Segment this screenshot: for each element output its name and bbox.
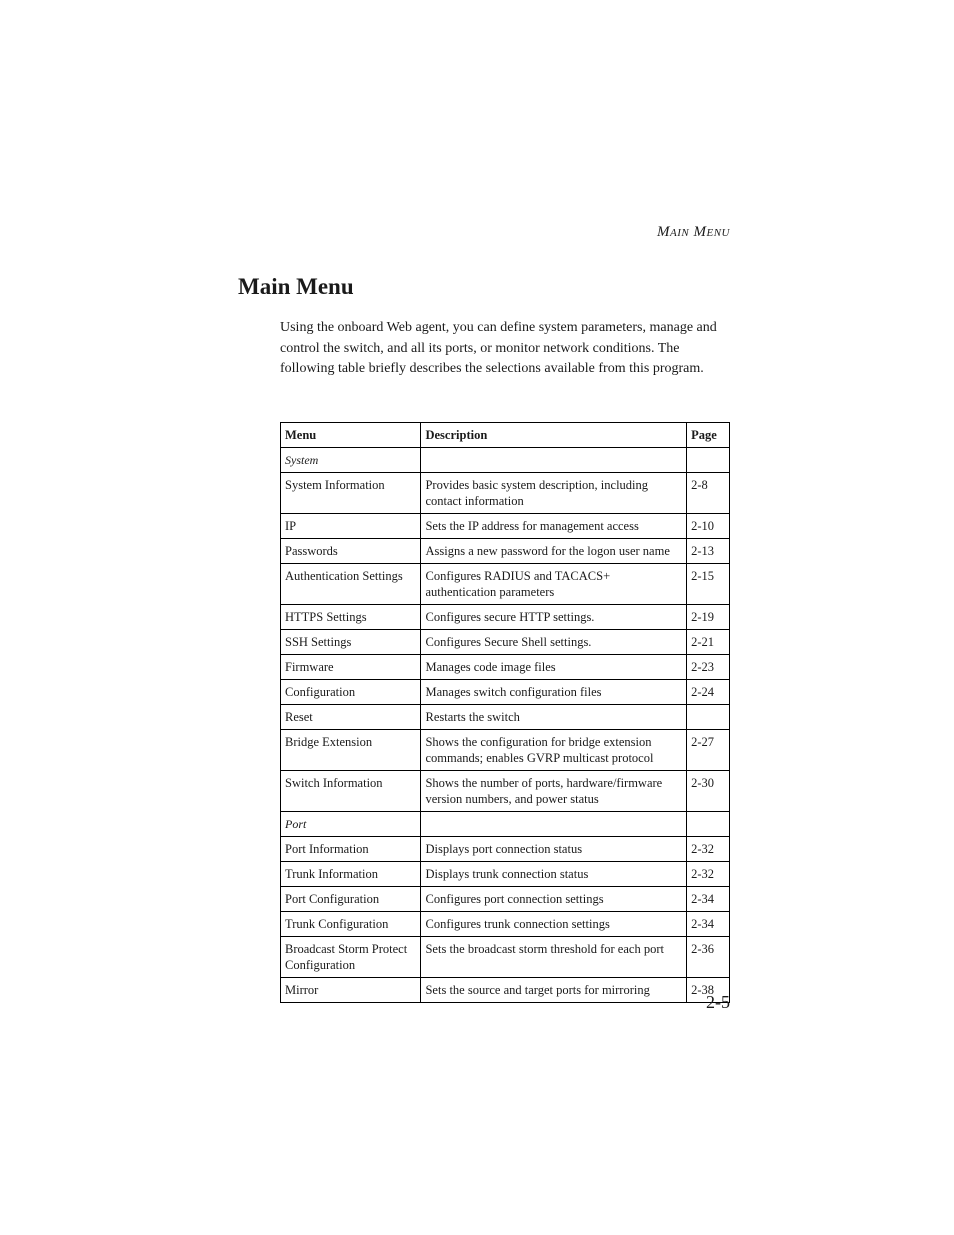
page-cell: 2-19 — [687, 605, 730, 630]
description-cell: Displays trunk connection status — [421, 862, 687, 887]
page-cell — [687, 705, 730, 730]
description-cell: Restarts the switch — [421, 705, 687, 730]
page-cell: 2-34 — [687, 912, 730, 937]
menu-cell: Broadcast Storm Protect Configuration — [281, 937, 421, 978]
menu-cell: IP — [281, 514, 421, 539]
column-header-menu: Menu — [281, 423, 421, 448]
menu-cell: Trunk Information — [281, 862, 421, 887]
table-row — [281, 862, 730, 887]
table-row — [281, 912, 730, 937]
table-row — [281, 771, 730, 812]
description-cell: Assigns a new password for the logon user name — [421, 539, 687, 564]
page-cell: 2-8 — [687, 473, 730, 514]
table-row — [281, 539, 730, 564]
section-label: System — [281, 448, 421, 473]
table-row — [281, 837, 730, 862]
empty-cell — [687, 448, 730, 473]
page-cell: 2-21 — [687, 630, 730, 655]
description-cell: Shows the number of ports, hardware/firmware version numbers, and power status — [421, 771, 687, 812]
table-row — [281, 564, 730, 605]
page-cell: 2-15 — [687, 564, 730, 605]
table-body — [281, 448, 730, 1003]
table-header-row — [281, 423, 730, 448]
page-cell: 2-23 — [687, 655, 730, 680]
empty-cell — [421, 448, 687, 473]
table-row — [281, 937, 730, 978]
empty-cell — [421, 812, 687, 837]
page-cell: 2-27 — [687, 730, 730, 771]
table-row — [281, 655, 730, 680]
menu-cell: Port Configuration — [281, 887, 421, 912]
column-header-page: Page — [687, 423, 730, 448]
section-row — [281, 812, 730, 837]
running-header: MAIN MENU — [657, 224, 730, 240]
page-cell: 2-38 — [687, 978, 730, 1003]
description-cell: Sets the source and target ports for mirroring — [421, 978, 687, 1003]
page-cell: 2-10 — [687, 514, 730, 539]
menu-cell: SSH Settings — [281, 630, 421, 655]
menu-cell: Mirror — [281, 978, 421, 1003]
page-cell: 2-32 — [687, 862, 730, 887]
menu-cell: System Information — [281, 473, 421, 514]
page-cell: 2-34 — [687, 887, 730, 912]
section-row — [281, 448, 730, 473]
page-cell: 2-36 — [687, 937, 730, 978]
page-title: Main Menu — [238, 274, 354, 299]
table-row — [281, 680, 730, 705]
description-cell: Manages code image files — [421, 655, 687, 680]
description-cell: Sets the broadcast storm threshold for each port — [421, 937, 687, 978]
menu-cell: Configuration — [281, 680, 421, 705]
menu-cell: Bridge Extension — [281, 730, 421, 771]
menu-table — [280, 422, 730, 1003]
description-cell: Configures Secure Shell settings. — [421, 630, 687, 655]
page-number: 2-5 — [706, 992, 730, 1012]
table-row — [281, 705, 730, 730]
menu-cell: Switch Information — [281, 771, 421, 812]
intro-paragraph: Using the onboard Web agent, you can define system parameters, manage and control the switch, and all its ports, or monitor network conditions. The following table briefly describes the selections available from this program. — [280, 320, 717, 376]
description-cell: Shows the configuration for bridge extension commands; enables GVRP multicast protocol — [421, 730, 687, 771]
section-label: Port — [281, 812, 421, 837]
table-row — [281, 630, 730, 655]
table-row — [281, 605, 730, 630]
description-cell: Configures port connection settings — [421, 887, 687, 912]
menu-cell: Passwords — [281, 539, 421, 564]
page-cell: 2-24 — [687, 680, 730, 705]
description-cell: Configures trunk connection settings — [421, 912, 687, 937]
description-cell: Displays port connection status — [421, 837, 687, 862]
description-cell: Provides basic system description, including contact information — [421, 473, 687, 514]
menu-cell: Port Information — [281, 837, 421, 862]
page-cell: 2-30 — [687, 771, 730, 812]
description-cell: Configures secure HTTP settings. — [421, 605, 687, 630]
table-row — [281, 473, 730, 514]
description-cell: Manages switch configuration files — [421, 680, 687, 705]
page-cell: 2-32 — [687, 837, 730, 862]
page-cell: 2-13 — [687, 539, 730, 564]
menu-cell: Trunk Configuration — [281, 912, 421, 937]
menu-cell: Authentication Settings — [281, 564, 421, 605]
empty-cell — [687, 812, 730, 837]
menu-cell: Reset — [281, 705, 421, 730]
menu-cell: HTTPS Settings — [281, 605, 421, 630]
table-row — [281, 978, 730, 1003]
description-cell: Sets the IP address for management access — [421, 514, 687, 539]
menu-cell: Firmware — [281, 655, 421, 680]
column-header-description: Description — [421, 423, 687, 448]
table-row — [281, 887, 730, 912]
description-cell: Configures RADIUS and TACACS+ authentication parameters — [421, 564, 687, 605]
table-row — [281, 514, 730, 539]
table-row — [281, 730, 730, 771]
